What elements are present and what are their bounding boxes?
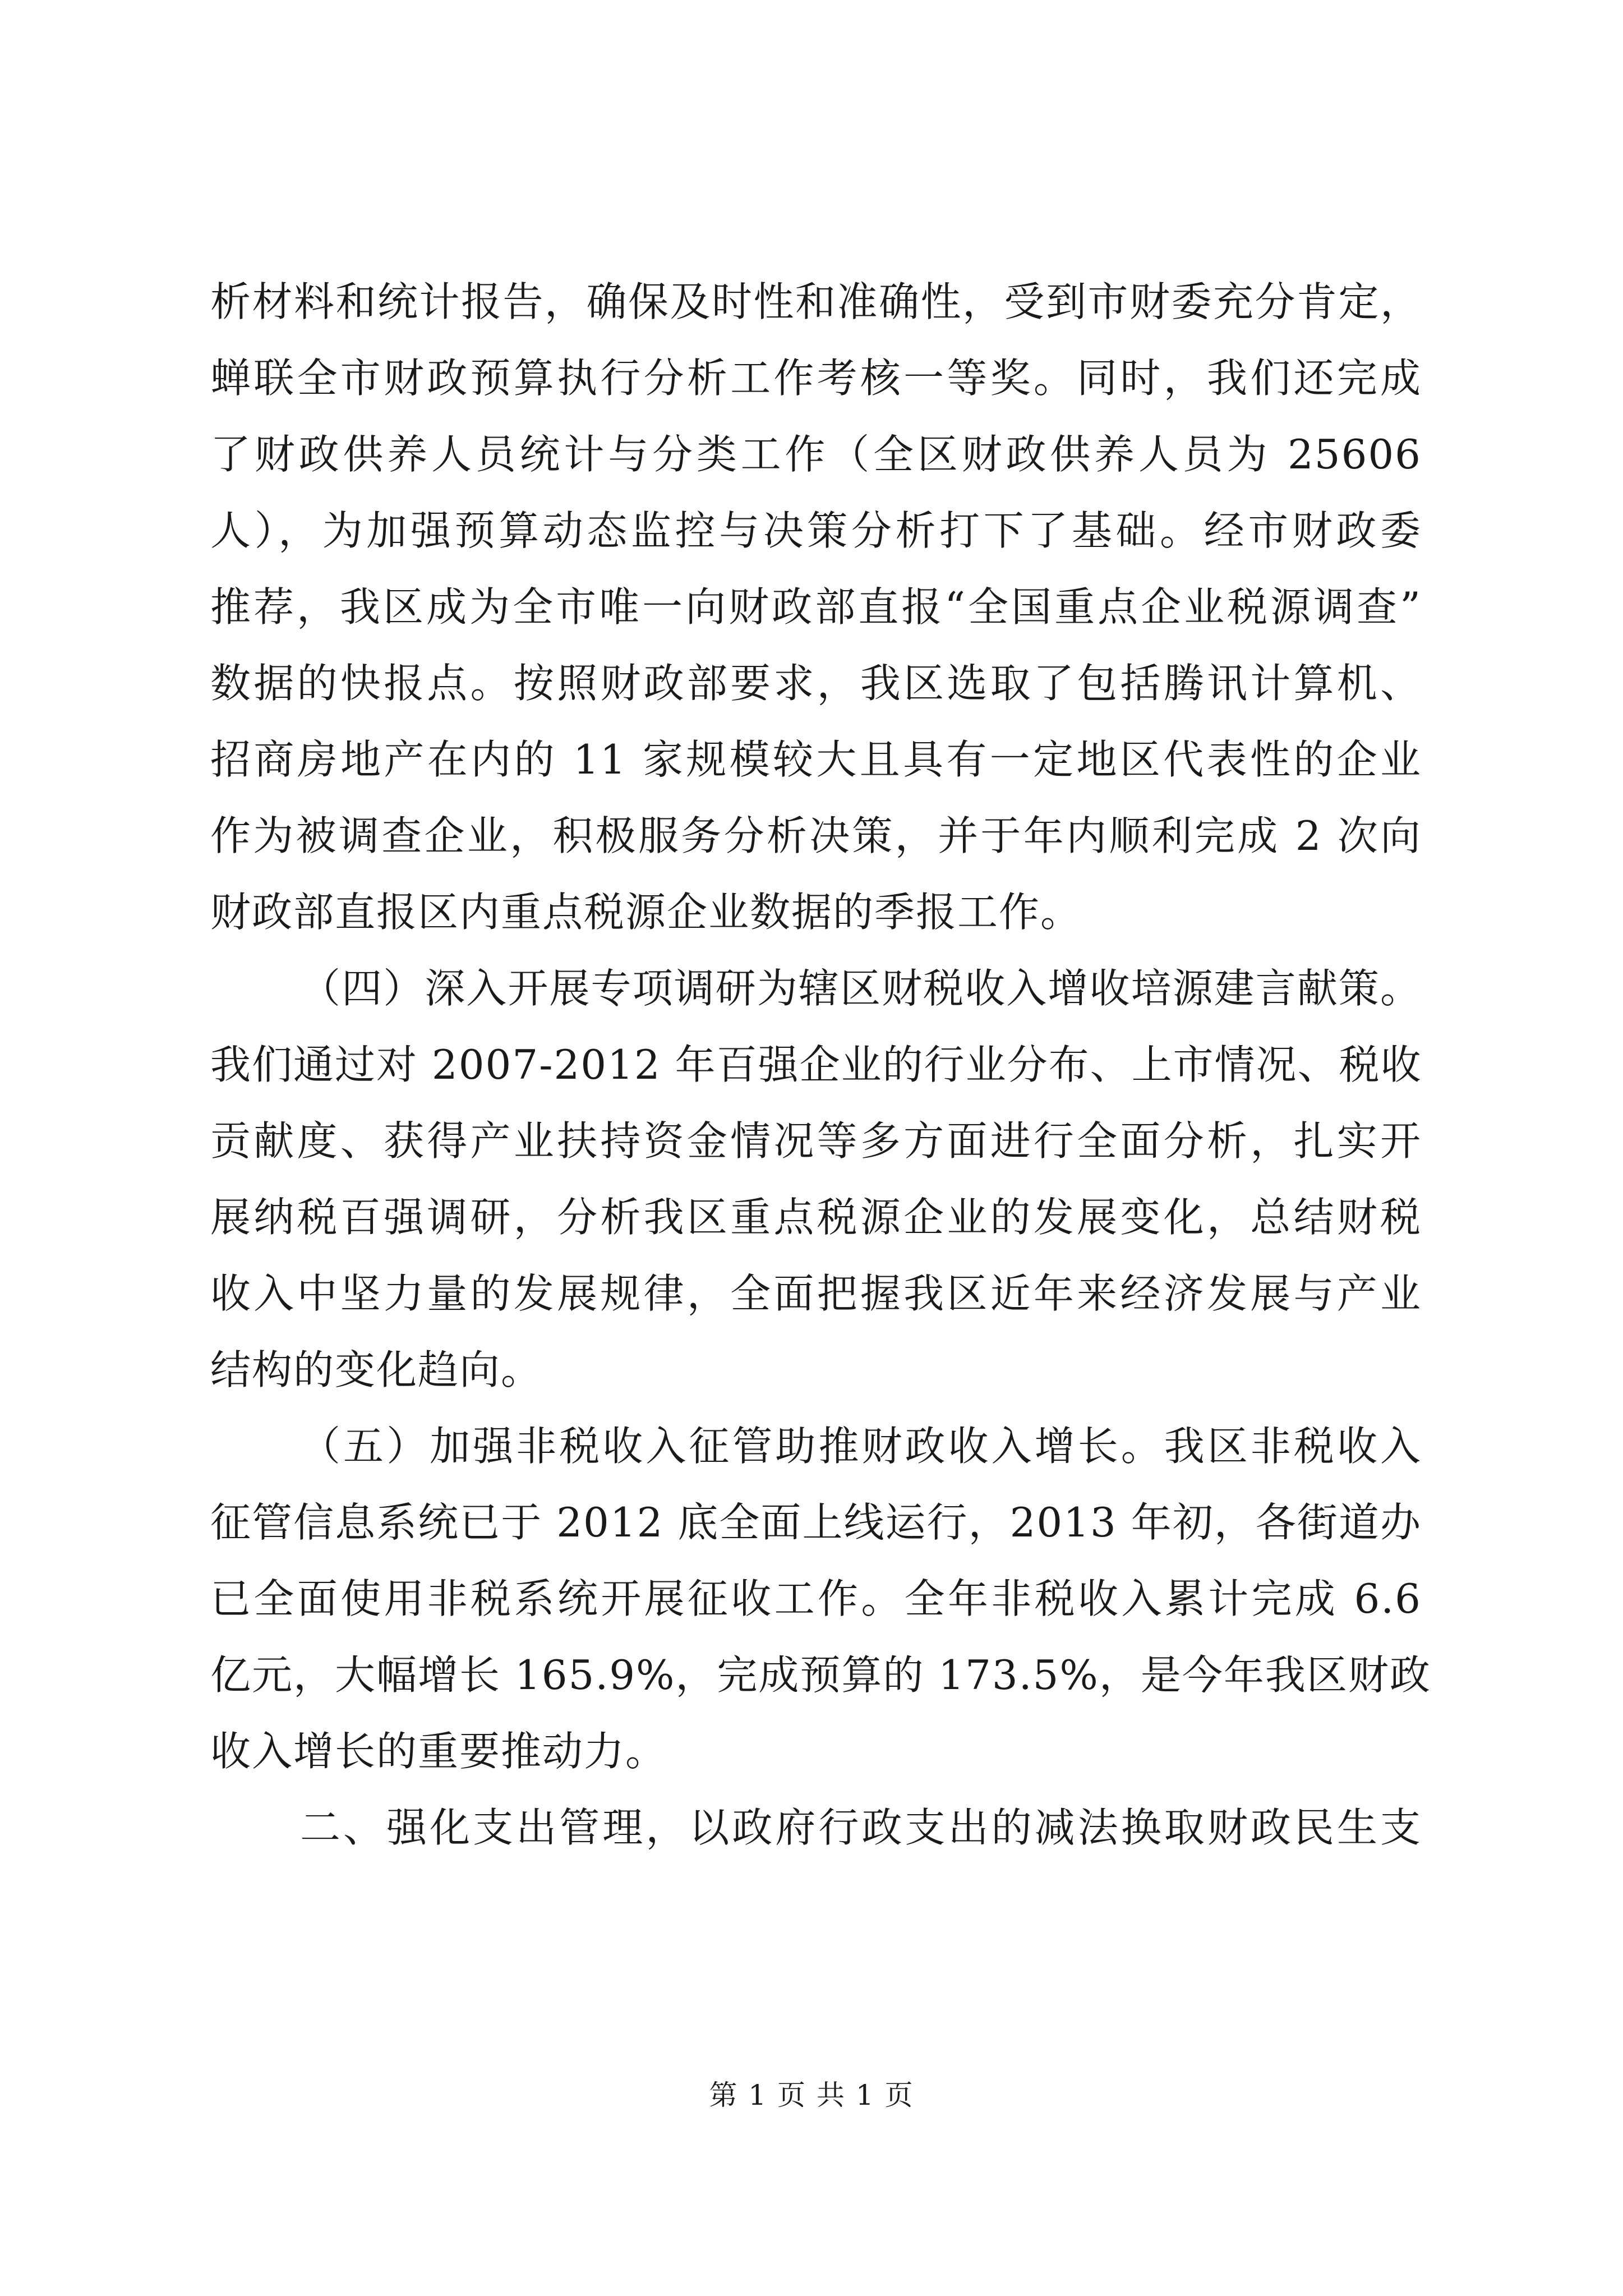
body-line-14: 收入中坚力量的发展规律，全面把握我区近年来经济发展与产业	[210, 1270, 1422, 1317]
body-line-17: 征管信息系统已于 2012 底全面上线运行，2013 年初，各街道办	[210, 1499, 1422, 1546]
body-line-18: 已全面使用非税系统开展征收工作。全年非税收入累计完成 6.6	[210, 1575, 1422, 1622]
body-line-19: 亿元，大幅增长 165.9%，完成预算的 173.5%，是今年我区财政	[210, 1651, 1431, 1699]
page-footer: 第 1 页 共 1 页	[709, 2079, 914, 2111]
section-heading-5: （五）加强非税收入征管助推财政收入增长。我区非税收入	[300, 1423, 1422, 1470]
body-line-13: 展纳税百强调研，分析我区重点税源企业的发展变化，总结财税	[210, 1194, 1422, 1241]
body-line-5: 推荐，我区成为全市唯一向财政部直报“全国重点企业税源调查”	[210, 583, 1422, 631]
body-line-15: 结构的变化趋向。	[210, 1346, 543, 1393]
body-line-4: 人），为加强预算动态监控与决策分析打下了基础。经市财政委	[210, 507, 1422, 554]
body-line-7: 招商房地产在内的 11 家规模较大且具有一定地区代表性的企业	[210, 736, 1422, 783]
body-line-1: 析材料和统计报告，确保及时性和准确性，受到市财委充分肯定，	[210, 278, 1422, 325]
body-line-6: 数据的快报点。按照财政部要求，我区选取了包括腾讯计算机、	[210, 660, 1422, 707]
body-line-3: 了财政供养人员统计与分类工作（全区财政供养人员为 25606	[210, 431, 1422, 478]
body-line-12: 贡献度、获得产业扶持资金情况等多方面进行全面分析，扎实开	[210, 1117, 1422, 1165]
section-heading-2: 二、强化支出管理，以政府行政支出的减法换取财政民生支	[300, 1804, 1422, 1851]
section-heading-4: （四）深入开展专项调研为辖区财税收入增收培源建言献策。	[300, 965, 1422, 1012]
body-line-9: 财政部直报区内重点税源企业数据的季报工作。	[210, 889, 1082, 936]
body-line-11: 我们通过对 2007-2012 年百强企业的行业分布、上市情况、税收	[210, 1041, 1422, 1088]
body-line-8: 作为被调查企业，积极服务分析决策，并于年内顺利完成 2 次向	[210, 812, 1422, 859]
body-line-2: 蝉联全市财政预算执行分析工作考核一等奖。同时，我们还完成	[210, 355, 1422, 402]
body-line-20: 收入增长的重要推动力。	[210, 1728, 667, 1775]
